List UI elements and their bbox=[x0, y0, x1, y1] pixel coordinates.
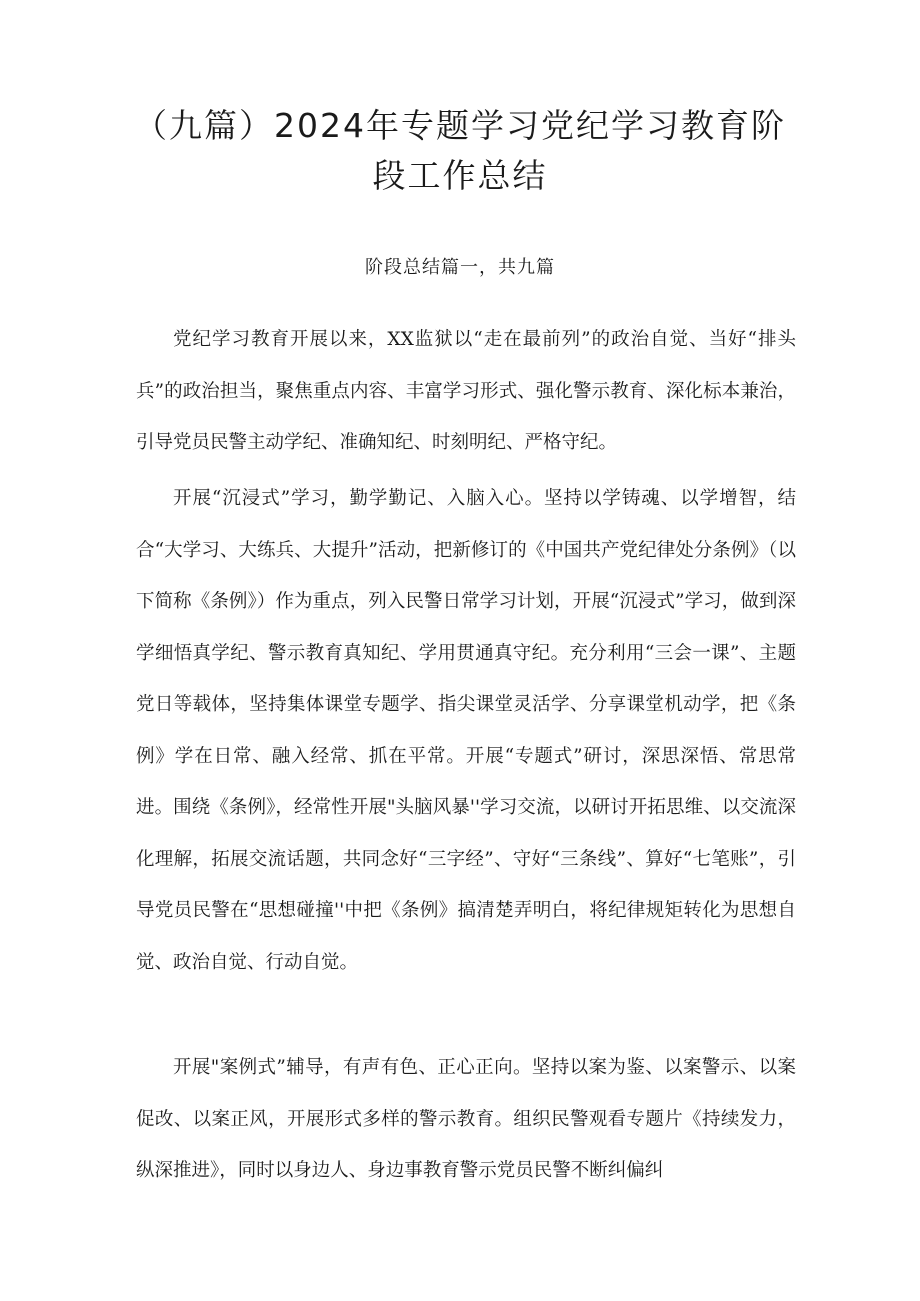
document-subtitle: 阶段总结篇一，共九篇 bbox=[365, 257, 555, 278]
document-title-line-1: （九篇）2024年专题学习党纪学习教育阶 bbox=[134, 106, 786, 145]
paragraph-1: 党纪学习教育开展以来，XX监狱以“走在最前列”的政治自觉、当好“排头兵”的政治担当，聚焦重点内容、丰富学习形式、强化警示教育、深化标本兼治，引导党员民警主动学纪、准确知纪、时刻明纪、严格守纪。 bbox=[136, 329, 796, 453]
paragraph-3: 开展"案例式”辅导，有声有色、正心正向。坚持以案为鉴、以案警示、以案促改、以案正风，开展形式多样的警示教育。组织民警观看专题片《持续发力，纵深推进》，同时以身边人、身边事教育警示党员民警不断纠偏纠 bbox=[136, 1057, 796, 1181]
paragraph-2: 开展“沉浸式”学习，勤学勤记、入脑入心。坚持以学铸魂、以学增智，结合“大学习、大练兵、大提升”活动，把新修订的《中国共产党纪律处分条例》（以下简称《条例》）作为重点，列入民警日常学习计划，开展“沉浸式”学习，做到深学细悟真学纪、警示教育真知纪、学用贯通真守纪。充分利用“三会一课”、主题党日等载体，坚持集体课堂专题学、指尖课堂灵活学、分享课堂机动学，把《条例》学在日常、融入经常、抓在平常。开展“专题式”研讨，深思深悟、常思常进。围绕《条例》，经常性开展"头脑风暴''学习交流，以研讨开拓思维、以交流深化理解，拓展交流话题，共同念好“三字经”、守好“三条线”、算好“七笔账”，引导党员民警在“思想碰撞''中把《条例》搞清楚弄明白，将纪律规矩转化为思想自觉、政治自觉、行动自觉。 bbox=[136, 488, 796, 973]
document-title-line-2: 段工作总结 bbox=[372, 156, 548, 195]
